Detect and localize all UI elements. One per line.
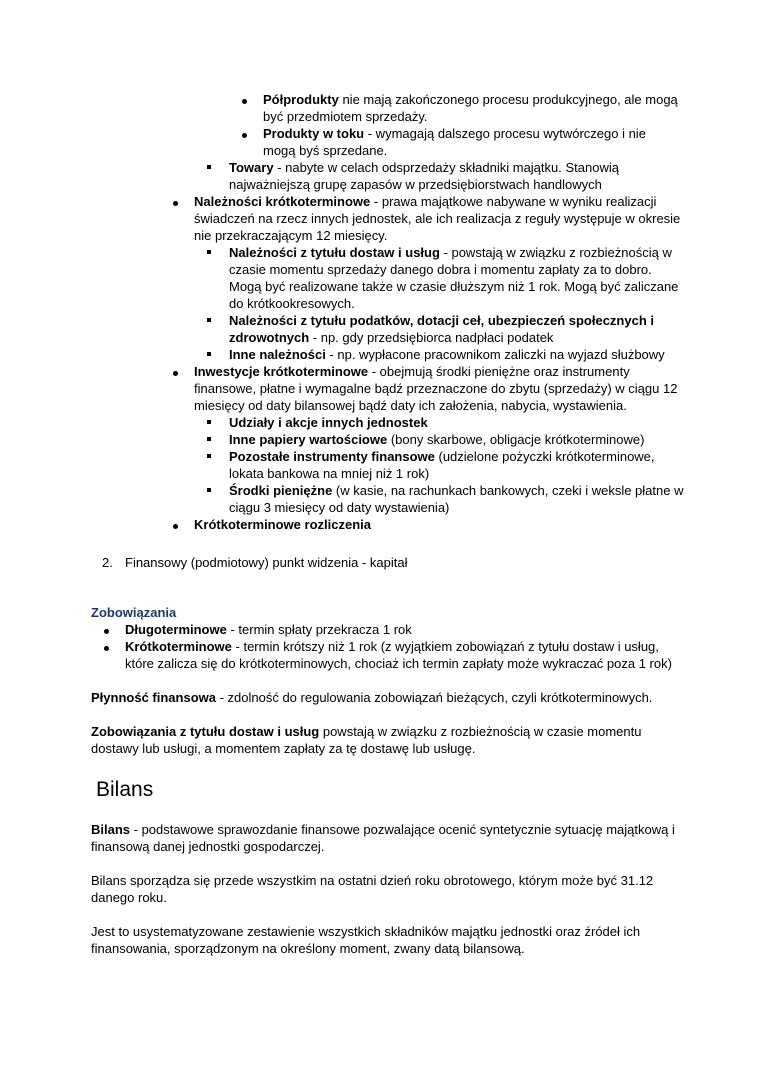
text: - termin spłaty przekracza 1 rok bbox=[226, 622, 412, 637]
term: Towary bbox=[229, 160, 274, 175]
term: Płynność finansowa bbox=[91, 690, 216, 705]
list-item-inne-naleznosci bbox=[229, 346, 665, 363]
list-item-pozostale bbox=[229, 448, 655, 465]
bullet-dot bbox=[173, 371, 178, 376]
text: (udzielone pożyczki krótkoterminowe, bbox=[434, 449, 655, 464]
text: (bony skarbowe, obligacje krótkoterminowe) bbox=[387, 432, 645, 447]
text-line: finansowania, sporządzonym na określony moment, zwany datą bilansową. bbox=[91, 941, 525, 956]
bullet-square bbox=[207, 454, 211, 458]
term: Środki pieniężne bbox=[229, 483, 333, 498]
list-item-naleznosci bbox=[194, 193, 656, 210]
text-line bbox=[229, 329, 553, 346]
term: Długoterminowe bbox=[125, 622, 227, 637]
list-item-naleznosci-podatki: Należności z tytułu podatków, dotacji ceł, ubezpieczeń społecznych i bbox=[229, 313, 654, 328]
text-line: finansową danej jednostki gospodarczej. bbox=[91, 839, 325, 854]
text: - prawa majątkowe nabywane w wyniku realizacji bbox=[370, 194, 657, 209]
list-item-polprodukty-cont: być przedmiotem sprzedaży. bbox=[263, 109, 428, 124]
paragraph-zobowiazania-dostaw bbox=[91, 723, 641, 740]
term: Należności z tytułu dostaw i usług bbox=[229, 245, 440, 260]
text-line: które zalicza się do krótkoterminowych, chociaż ich termin zapłaty może wykraczać poza 1 rok) bbox=[125, 656, 672, 671]
list-item-towary bbox=[229, 159, 619, 176]
list-item-polprodukty bbox=[263, 91, 678, 108]
bullet-square bbox=[207, 437, 211, 441]
text-line: ciągu 3 miesięcy od daty wystawienia) bbox=[229, 500, 450, 515]
bullet-square bbox=[207, 318, 211, 322]
text: - powstają w związku z rozbieżnością w bbox=[439, 245, 672, 260]
bullet-dot bbox=[104, 629, 109, 634]
list-item-produkty-w-toku bbox=[263, 125, 646, 142]
list-item-udzialy: Udziały i akcje innych jednostek bbox=[229, 415, 428, 430]
text-line: Mogą być realizowane także w czasie dłuższym niż 1 rok. Mogą być zaliczane bbox=[229, 279, 679, 294]
text: nie mają zakończonego procesu produkcyjnego, ale mogą bbox=[338, 92, 678, 107]
text: - np. wypłacone pracownikom zaliczki na wyjazd służbowy bbox=[325, 347, 665, 362]
bullet-square bbox=[207, 420, 211, 424]
bullet-square bbox=[207, 352, 211, 356]
text-line: do krótkookresowych. bbox=[229, 296, 355, 311]
text-line: nie przekraczającym 12 miesięcy. bbox=[194, 228, 388, 243]
text: - obejmują środki pieniężne oraz instrumenty bbox=[368, 364, 630, 379]
term: Produkty w toku bbox=[263, 126, 365, 141]
term: Krótkoterminowe bbox=[125, 639, 232, 654]
bullet-square bbox=[207, 488, 211, 492]
text-line: dostawy lub usługi, a momentem zapłaty za tę dostawę lub usługę. bbox=[91, 741, 476, 756]
paragraph-plynnosc bbox=[91, 689, 652, 706]
text: - podstawowe sprawozdanie finansowe pozwalające ocenić syntetycznie sytuację majątkową i bbox=[130, 822, 675, 837]
bullet-square bbox=[207, 250, 211, 254]
text: - nabyte w celach odsprzedaży składniki majątku. Stanowią bbox=[273, 160, 619, 175]
term: Inne należności bbox=[229, 347, 326, 362]
paragraph-bilans-date: Bilans sporządza się przede wszystkim na ostatni dzień roku obrotowego, którym może być 31.12 bbox=[91, 873, 654, 888]
text: - wymagają dalszego procesu wytwórczego i nie bbox=[364, 126, 646, 141]
bullet-dot bbox=[242, 133, 247, 138]
list-item-papiery bbox=[229, 431, 644, 448]
paragraph-bilans-definition bbox=[91, 821, 675, 838]
list-item-naleznosci-dostaw bbox=[229, 244, 672, 261]
bullet-dot bbox=[242, 99, 247, 104]
bullet-dot bbox=[173, 524, 178, 529]
paragraph-bilans-zestawienie: Jest to usystematyzowane zestawienie wszystkich składników majątku jednostki oraz źródeł ich bbox=[91, 924, 641, 939]
text-line: świadczeń na rzecz innych jednostek, ale ich realizacja z reguły występuje w okresie bbox=[194, 211, 681, 226]
text: powstają w związku z rozbieżnością w czasie momentu bbox=[319, 724, 642, 739]
text-line: miesięcy od daty bilansowej bądź daty ich założenia, nabycia, wystawienia. bbox=[194, 398, 627, 413]
numbered-item-text: Finansowy (podmiotowy) punkt widzenia - kapitał bbox=[125, 555, 408, 570]
term: Bilans bbox=[91, 822, 131, 837]
bullet-dot bbox=[173, 201, 178, 206]
term: Inwestycje krótkoterminowe bbox=[194, 364, 369, 379]
text: (w kasie, na rachunkach bankowych, czeki i weksle płatne w bbox=[332, 483, 684, 498]
bullet-dot bbox=[104, 646, 109, 651]
term: Półprodukty bbox=[263, 92, 339, 107]
list-item-dlugoterminowe bbox=[125, 621, 412, 638]
term: Należności krótkoterminowe bbox=[194, 194, 371, 209]
term: Zobowiązania z tytułu dostaw i usług bbox=[91, 724, 320, 739]
term: Inne papiery wartościowe bbox=[229, 432, 388, 447]
text-line: lokata bankowa na mniej niż 1 rok) bbox=[229, 466, 430, 481]
list-item-rozliczenia: Krótkoterminowe rozliczenia bbox=[194, 517, 371, 532]
numbered-item-number: 2. bbox=[102, 555, 113, 570]
list-item-inwestycje bbox=[194, 363, 630, 380]
bullet-square bbox=[207, 165, 211, 169]
list-item-krotkoterminowe bbox=[125, 638, 659, 655]
section-heading-bilans: Bilans bbox=[96, 778, 154, 801]
list-item-towary-cont: najważniejszą grupę zapasów w przedsiębiorstwach handlowych bbox=[229, 177, 602, 192]
text-line: czasie momentu sprzedaży danego dobra i momentu zapłaty za to dobro. bbox=[229, 262, 652, 277]
term: zdrowotnych bbox=[229, 330, 310, 345]
list-item-srodki bbox=[229, 482, 683, 499]
list-item-produkty-w-toku-cont: mogą byś sprzedane. bbox=[263, 143, 388, 158]
text: - np. gdy przedsiębiorca nadpłaci podatek bbox=[309, 330, 554, 345]
text-line: finansowe, płatne i wymagalne bądź przeznaczone do zbytu (sprzedaży) w ciągu 12 bbox=[194, 381, 678, 396]
text-line: danego roku. bbox=[91, 890, 167, 905]
text: - termin krótszy niż 1 rok (z wyjątkiem zobowiązań z tytułu dostaw i usług, bbox=[231, 639, 659, 654]
section-heading-zobowiazania: Zobowiązania bbox=[91, 605, 177, 620]
term: Pozostałe instrumenty finansowe bbox=[229, 449, 435, 464]
text: - zdolność do regulowania zobowiązań bieżących, czyli krótkoterminowych. bbox=[215, 690, 653, 705]
